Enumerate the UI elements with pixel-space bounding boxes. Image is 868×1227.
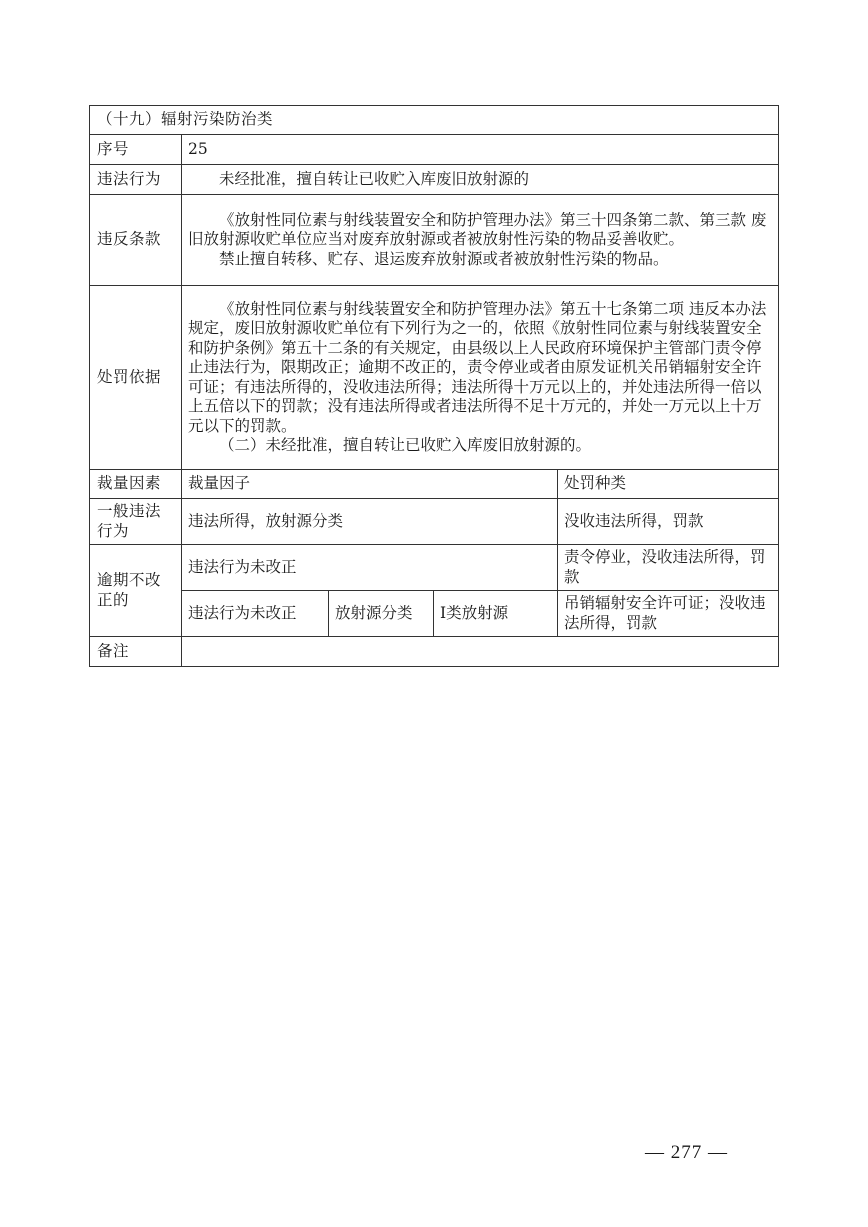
general-penalty: 没收违法所得，罚款 xyxy=(558,499,779,545)
clause-label: 违反条款 xyxy=(90,195,182,286)
general-factor: 违法所得，放射源分类 xyxy=(182,499,558,545)
overdue-label: 逾期不改正的 xyxy=(90,545,182,637)
overdue-penalty-1: 责令停业，没收违法所得，罚款 xyxy=(558,545,779,591)
basis-paragraph: 《放射性同位素与射线装置安全和防护管理办法》第五十七条第二项 违反本办法规定，废旧放射源收贮单位有下列行为之一的，依照《放射性同位素与射线装置安全和防护条例》第五十二条的有关规定，由县级以上人民政府环境保护主管部门责令停止违法行为，限期改正；逾期不改正的，责令停业或者由原发证机关吊销辐射安全许可证；有违法所得的，没收违法所得；违法所得十万元以上的，并处违法所得一倍以上五倍以下的罚款；没有违法所得或者违法所得不足十万元的，并处一万元以上十万元以下的罚款。 xyxy=(188,299,767,435)
serial-label: 序号 xyxy=(90,135,182,165)
overdue-factor-2c: I类放射源 xyxy=(434,591,558,637)
section-title: （十九）辐射污染防治类 xyxy=(90,106,779,135)
factor-header: 裁量因子 xyxy=(182,470,558,499)
overdue-factor-2b: 放射源分类 xyxy=(329,591,434,637)
discretion-label: 裁量因素 xyxy=(90,470,182,499)
clause-text xyxy=(182,195,779,286)
overdue-factor-2a: 违法行为未改正 xyxy=(182,591,329,637)
page-number: — 277 — xyxy=(645,1142,728,1163)
remarks-label: 备注 xyxy=(90,637,182,667)
general-label: 一般违法行为 xyxy=(90,499,182,545)
penalty-type-header: 处罚种类 xyxy=(558,470,779,499)
violation-label: 违法行为 xyxy=(90,165,182,195)
clause-paragraph: 《放射性同位素与射线装置安全和防护管理办法》第三十四条第二款、第三款 废旧放射源收贮单位应当对废弃放射源或者被放射性污染的物品妥善收贮。 xyxy=(188,210,767,249)
clause-paragraph: 禁止擅自转移、贮存、退运废弃放射源或者被放射性污染的物品。 xyxy=(219,249,669,268)
violation-value: 未经批准，擅自转让已收贮入库废旧放射源的 xyxy=(182,165,779,195)
serial-value: 25 xyxy=(182,135,779,165)
basis-label: 处罚依据 xyxy=(90,286,182,470)
basis-paragraph: （二）未经批准，擅自转让已收贮入库废旧放射源的。 xyxy=(219,436,592,454)
overdue-penalty-2: 吊销辐射安全许可证；没收违法所得，罚款 xyxy=(558,591,779,637)
penalty-discretion-table xyxy=(89,105,779,667)
overdue-factor-1: 违法行为未改正 xyxy=(182,545,558,591)
remarks-value xyxy=(182,637,779,667)
basis-text xyxy=(182,286,779,470)
